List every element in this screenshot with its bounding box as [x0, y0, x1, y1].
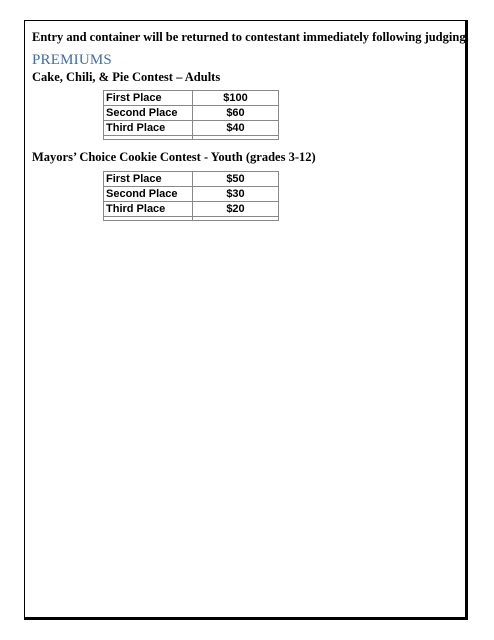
- table-row: [104, 91, 279, 106]
- table-row: [104, 172, 279, 187]
- place-label: Second Place: [104, 106, 193, 121]
- place-label: Second Place: [104, 187, 193, 202]
- entry-notice: Entry and container will be returned to contestant immediately following judging.: [32, 30, 469, 44]
- table-row: [104, 121, 279, 136]
- place-label: First Place: [104, 172, 193, 187]
- empty-cell: [193, 217, 279, 221]
- prize-amount: $60: [193, 106, 279, 121]
- table-spacer-row: [104, 217, 279, 221]
- place-label: Third Place: [104, 202, 193, 217]
- empty-cell: [104, 136, 193, 140]
- prize-amount: $50: [193, 172, 279, 187]
- place-label: First Place: [104, 91, 193, 106]
- prize-amount: $30: [193, 187, 279, 202]
- table-row: [104, 202, 279, 217]
- empty-cell: [104, 217, 193, 221]
- prize-amount: $20: [193, 202, 279, 217]
- table-row: [104, 106, 279, 121]
- adult-prize-table: [103, 90, 279, 140]
- table-row: [104, 187, 279, 202]
- table-spacer-row: [104, 136, 279, 140]
- youth-prize-table: [103, 171, 279, 221]
- premiums-heading: PREMIUMS: [32, 52, 112, 68]
- adult-contest-title: Cake, Chili, & Pie Contest – Adults: [32, 70, 221, 84]
- youth-contest-title: Mayors’ Choice Cookie Contest - Youth (grades 3-12): [32, 150, 316, 164]
- prize-amount: $100: [193, 91, 279, 106]
- empty-cell: [193, 136, 279, 140]
- prize-amount: $40: [193, 121, 279, 136]
- place-label: Third Place: [104, 121, 193, 136]
